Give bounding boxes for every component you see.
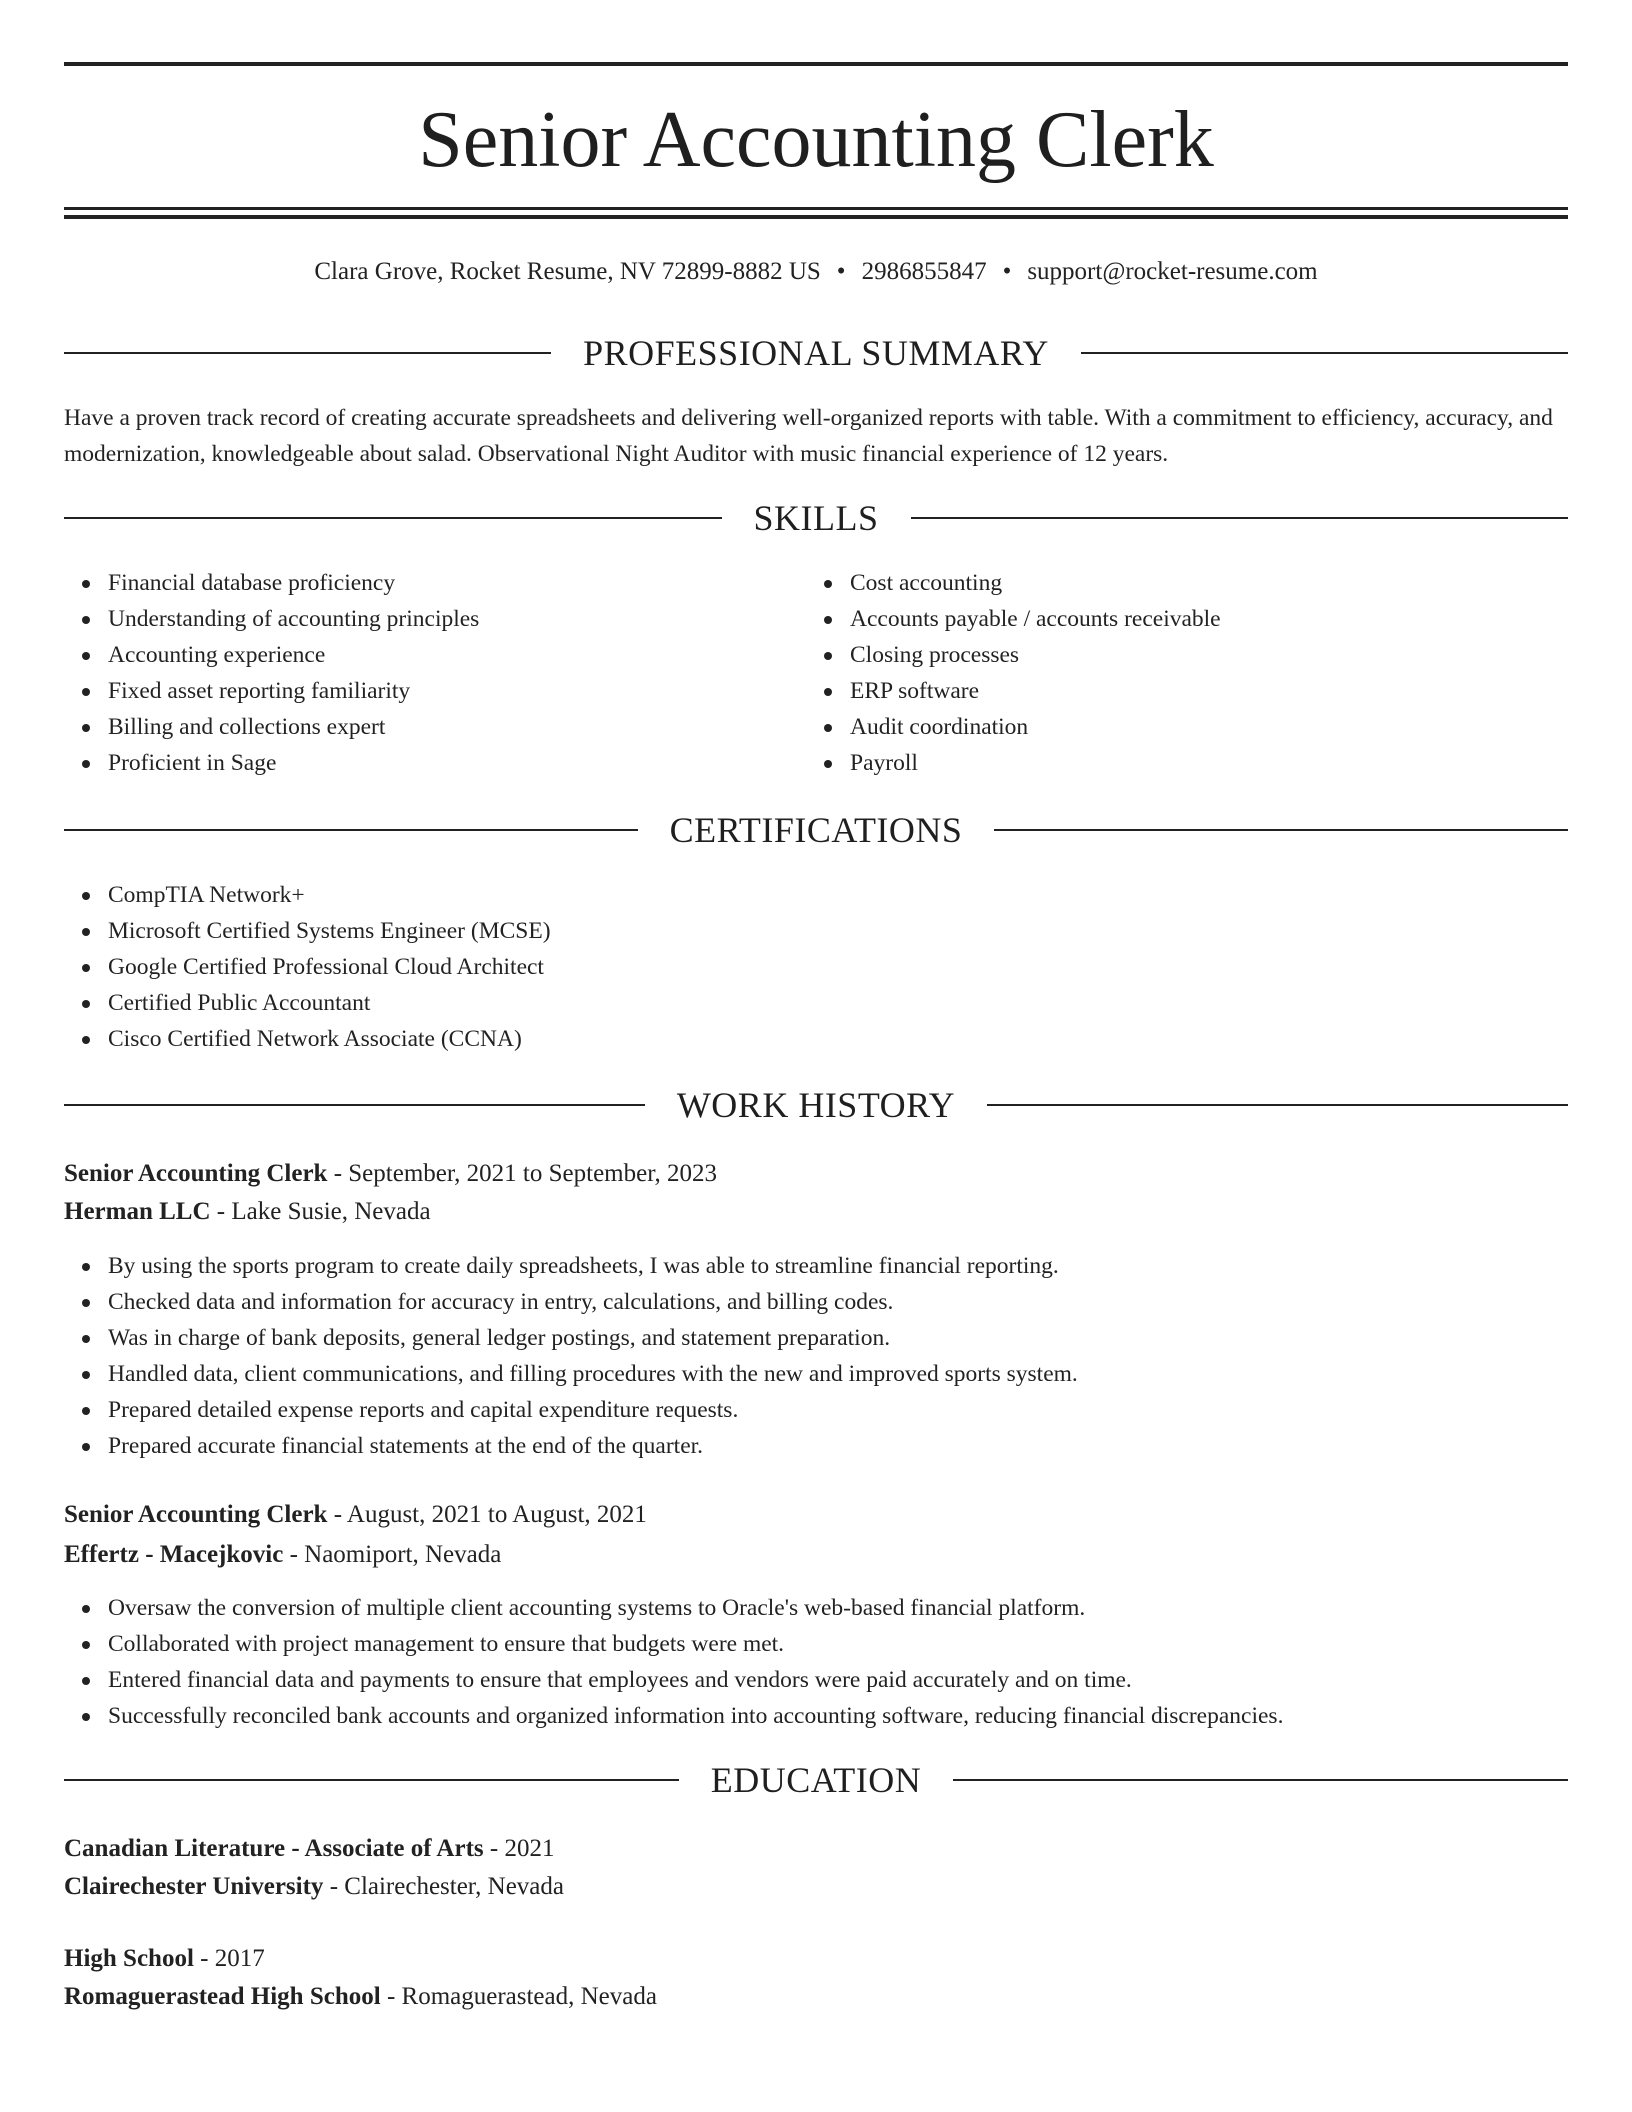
job-dates: - September, 2021 to September, 2023 <box>327 1160 718 1187</box>
list-item: Understanding of accounting principles <box>64 601 479 637</box>
skills-list-right <box>806 565 1221 781</box>
list-item: Google Certified Professional Cloud Architect <box>64 949 551 985</box>
education-degree: High School <box>64 1945 194 1972</box>
summary-text: Have a proven track record of creating accurate spreadsheets and delivering well-organized reports with table. With a commitment to efficiency, accuracy, and modernization, knowledgeable about salad. Observational Night Auditor with music financial experience of 12 years. <box>64 405 1553 467</box>
job-company: Herman LLC <box>64 1198 211 1225</box>
list-item: By using the sports program to create daily spreadsheets, I was able to streamline financial reporting. <box>64 1248 1078 1284</box>
section-heading-summary <box>64 331 1568 375</box>
job-company: Effertz - Macejkovic <box>64 1541 284 1568</box>
heading-rule <box>987 1104 1568 1106</box>
education-location: - Clairechester, Nevada <box>323 1873 564 1900</box>
list-item: Accounts payable / accounts receivable <box>806 601 1221 637</box>
heading-rule <box>64 517 722 519</box>
list-item: Proficient in Sage <box>64 745 479 781</box>
job-duties-list <box>64 1590 1283 1734</box>
heading-rule <box>64 1104 645 1106</box>
section-title: PROFESSIONAL SUMMARY <box>583 333 1049 373</box>
list-item: Successfully reconciled bank accounts and organized information into accounting software, reducing financial discrepancies. <box>64 1698 1283 1734</box>
section-title: SKILLS <box>753 498 879 538</box>
list-item: Entered financial data and payments to ensure that employees and vendors were paid accurately and on time. <box>64 1662 1283 1698</box>
list-item: Prepared accurate financial statements at the end of the quarter. <box>64 1428 1078 1464</box>
job-title-line <box>64 1155 717 1193</box>
list-item: Billing and collections expert <box>64 709 479 745</box>
education-school: Romaguerastead High School <box>64 1983 381 2010</box>
education-year: - 2021 <box>483 1835 555 1862</box>
section-title: EDUCATION <box>710 1760 922 1800</box>
resume-title: Senior Accounting Clerk <box>418 96 1214 184</box>
list-item: Collaborated with project management to ensure that budgets were met. <box>64 1626 1283 1662</box>
education-degree: Canadian Literature - Associate of Arts <box>64 1835 484 1862</box>
job-location: - Lake Susie, Nevada <box>210 1198 431 1225</box>
list-item: Handled data, client communications, and filling procedures with the new and improved sports system. <box>64 1356 1078 1392</box>
education-school-line <box>64 1978 657 2016</box>
job-location: - Naomiport, Nevada <box>283 1541 502 1568</box>
section-heading-certifications <box>64 808 1568 852</box>
section-title: CERTIFICATIONS <box>669 810 963 850</box>
list-item: Accounting experience <box>64 637 479 673</box>
list-item: Financial database proficiency <box>64 565 479 601</box>
list-item: Cost accounting <box>806 565 1221 601</box>
education-school-line <box>64 1868 564 1906</box>
skills-list-left <box>64 565 479 781</box>
section-heading-education <box>64 1758 1568 1802</box>
job-role: Senior Accounting Clerk <box>64 1501 328 1528</box>
education-degree-line <box>64 1940 265 1978</box>
heading-rule <box>64 1779 679 1781</box>
heading-rule <box>64 829 638 831</box>
section-title: WORK HISTORY <box>676 1085 956 1125</box>
contact-separator: • <box>836 258 846 285</box>
list-item: CompTIA Network+ <box>64 877 551 913</box>
contact-phone: 2986855847 <box>861 258 987 285</box>
contact-line <box>0 255 1632 289</box>
heading-rule <box>994 829 1568 831</box>
job-duties-list <box>64 1248 1078 1464</box>
list-item: Closing processes <box>806 637 1221 673</box>
list-item: Was in charge of bank deposits, general ledger postings, and statement preparation. <box>64 1320 1078 1356</box>
contact-separator: • <box>1002 258 1012 285</box>
list-item: Certified Public Accountant <box>64 985 551 1021</box>
list-item: Microsoft Certified Systems Engineer (MCSE) <box>64 913 551 949</box>
header-rule-thick <box>64 215 1568 219</box>
contact-address: Clara Grove, Rocket Resume, NV 72899-8882 US <box>314 258 821 285</box>
section-heading-skills <box>64 496 1568 540</box>
heading-rule <box>64 352 551 354</box>
certifications-list <box>64 877 551 1057</box>
header-rule-thin <box>64 207 1568 210</box>
contact-email: support@rocket-resume.com <box>1027 258 1318 285</box>
heading-rule <box>911 517 1569 519</box>
list-item: Fixed asset reporting familiarity <box>64 673 479 709</box>
list-item: Checked data and information for accuracy in entry, calculations, and billing codes. <box>64 1284 1078 1320</box>
job-title-line <box>64 1496 647 1534</box>
list-item: Prepared detailed expense reports and capital expenditure requests. <box>64 1392 1078 1428</box>
heading-rule <box>953 1779 1568 1781</box>
list-item: ERP software <box>806 673 1221 709</box>
education-year: - 2017 <box>193 1945 265 1972</box>
list-item: Audit coordination <box>806 709 1221 745</box>
list-item: Oversaw the conversion of multiple client accounting systems to Oracle's web-based financial platform. <box>64 1590 1283 1626</box>
list-item: Payroll <box>806 745 1221 781</box>
list-item: Cisco Certified Network Associate (CCNA) <box>64 1021 551 1057</box>
education-degree-line <box>64 1830 554 1868</box>
heading-rule <box>1081 352 1568 354</box>
job-dates: - August, 2021 to August, 2021 <box>327 1501 647 1528</box>
job-company-line <box>64 1536 501 1574</box>
header-top-rule <box>64 62 1568 66</box>
education-school: Clairechester University <box>64 1873 324 1900</box>
education-location: - Romaguerastead, Nevada <box>380 1983 657 2010</box>
job-company-line <box>64 1193 431 1231</box>
section-heading-work-history <box>64 1083 1568 1127</box>
job-role: Senior Accounting Clerk <box>64 1160 328 1187</box>
